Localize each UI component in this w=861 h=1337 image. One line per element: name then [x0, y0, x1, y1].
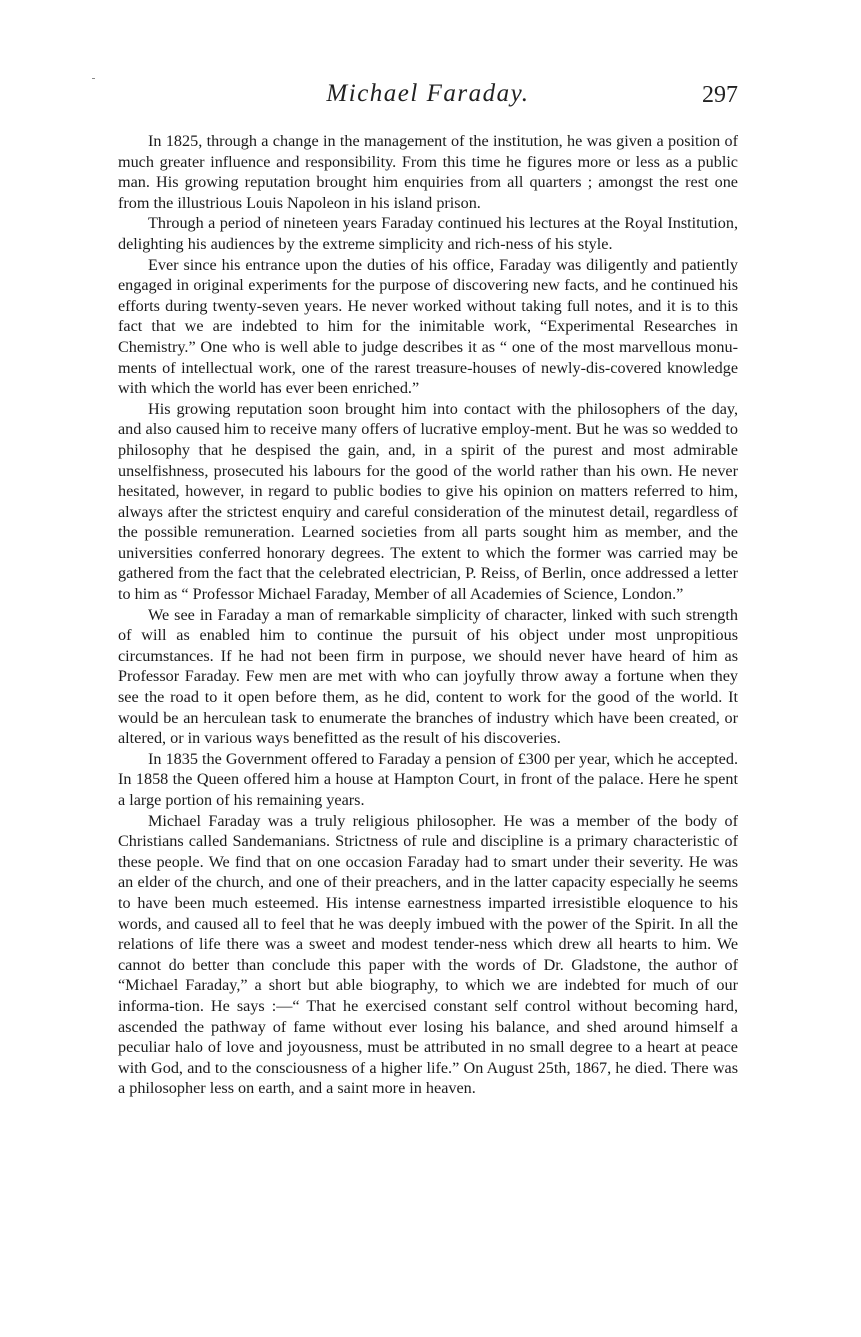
- paragraph-6: In 1835 the Government offered to Faraday a pension of £300 per year, which he accepted. In 1858 the Queen offered him a house at Hampton Court, in front of the palace. Here he spent a large portion of his remaining years.: [118, 749, 738, 809]
- page-number: 297: [702, 82, 738, 108]
- margin-mark: [92, 78, 95, 79]
- paragraph-5: We see in Faraday a man of remarkable simplicity of character, linked with such strength of will as enabled him to continue the pursuit of his object under most unpropitious circumstances. If he had not been firm in purpose, we should never have heard of him as Professor Faraday. Few men are met with who can joyfully throw away a fortune when they see the road to it open before them, as he did, content to work for the good of the world. It would be an herculean task to enumerate the branches of industry which have been created, or altered, or in various ways benefitted as the result of his discoveries.: [118, 605, 738, 748]
- paragraph-2: Through a period of nineteen years Faraday continued his lectures at the Royal Institution, delighting his audiences by the extreme simplicity and rich-ness of his style.: [118, 214, 738, 253]
- paragraph-4: His growing reputation soon brought him into contact with the philosophers of the day, and also caused him to receive many offers of lucrative employ-ment. But he was so wedded to philosophy that he despised the gain, and, in a spirit of the purest and most admirable unselfishness, prosecuted his labours for the good of the world rather than his own. He never hesitated, however, in regard to public bodies to give his opinion on matters referred to him, always after the strictest enquiry and careful consideration of the minutest detail, regardless of the possible remuneration. Learned societies from all parts sought him as member, and the universities conferred honorary degrees. The extent to which the former was carried may be gathered from the fact that the celebrated electrician, P. Reiss, of Berlin, once addressed a letter to him as “ Professor Michael Faraday, Member of all Academies of Science, London.”: [118, 399, 738, 604]
- paragraph-3: Ever since his entrance upon the duties of his office, Faraday was diligently and patiently engaged in original experiments for the purpose of discovering new facts, and he continued his efforts during twenty-seven years. He never worked without taking full notes, and it is to this fact that we are indebted to him for the inimitable work, “Experimental Researches in Chemistry.” One who is well able to judge describes it as “ one of the most marvellous monu-ments of intellectual work, one of the rarest treasure-houses of newly-dis-covered knowledge with which the world has ever been enriched.”: [118, 255, 738, 398]
- running-head: [118, 80, 738, 116]
- paragraph-7: Michael Faraday was a truly religious philosopher. He was a member of the body of Christians called Sandemanians. Strictness of rule and discipline is a primary characteristic of these people. We find that on one occasion Faraday had to smart under their severity. He was an elder of the church, and one of their preachers, and in the latter capacity especially he seems to have been much esteemed. His intense earnestness imparted irresistible eloquence to his words, and caused all to feel that he was deeply imbued with the power of the Spirit. In all the relations of life there was a sweet and modest tender-ness which drew all hearts to him. We cannot do better than conclude this paper with the words of Dr. Gladstone, the author of “Michael Faraday,” a short but able biography, to which we are indebted for much of our informa-tion. He says :—“ That he exercised constant self control without becoming hard, ascended the pathway of fame without ever losing his balance, and shed around himself a peculiar halo of love and joyousness, must be attributed in no small degree to a heart at peace with God, and to the consciousness of a higher life.” On August 25th, 1867, he died. There was a philosopher less on earth, and a saint more in heaven.: [118, 811, 738, 1098]
- running-title: Michael Faraday.: [326, 80, 530, 107]
- article-body: [118, 131, 738, 1099]
- paragraph-1: In 1825, through a change in the management of the institution, he was given a position of much greater influence and responsibility. From this time he figures more or less as a public man. His growing reputation brought him enquiries from all quarters ; amongst the rest one from the illustrious Louis Napoleon in his island prison.: [118, 132, 738, 212]
